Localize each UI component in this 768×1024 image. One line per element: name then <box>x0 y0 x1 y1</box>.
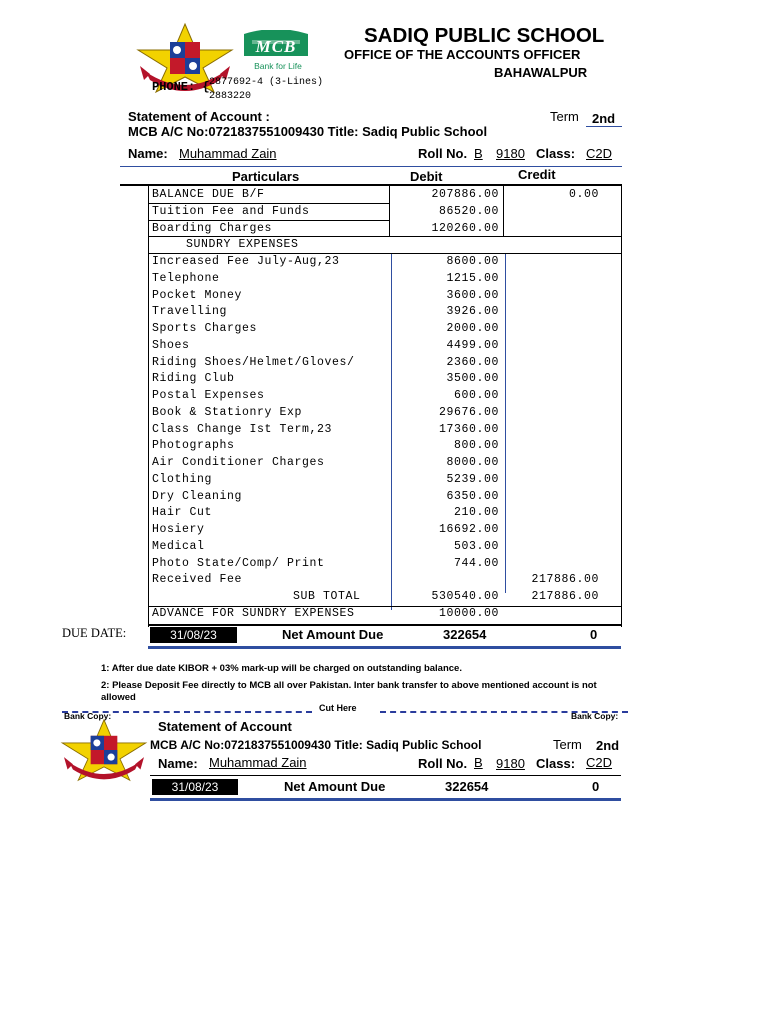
row-particular: SUB TOTAL <box>293 590 361 603</box>
row-particular: Photo State/Comp/ Print <box>152 556 325 570</box>
name-label: Name: <box>128 146 168 161</box>
subtotal-rule <box>148 606 621 607</box>
bank-copy-roll-label: Roll No. <box>418 756 468 771</box>
row-debit: 10000.00 <box>438 606 499 620</box>
row-debit: 120260.00 <box>431 221 499 235</box>
row-particular: Riding Club <box>152 372 235 386</box>
row-debit: 1215.00 <box>446 271 499 285</box>
bank-copy-roll-number: 9180 <box>496 756 525 771</box>
bank-copy-due-date: 31/08/23 <box>152 779 238 795</box>
table-row <box>148 606 621 623</box>
bank-copy-label-left: Bank Copy: <box>64 711 112 721</box>
debit-column-line <box>391 253 392 610</box>
row-debit: 17360.00 <box>438 422 499 436</box>
row-particular: Sports Charges <box>152 322 258 335</box>
roll-section: B <box>474 146 483 161</box>
table-row <box>148 489 621 506</box>
table-row <box>148 438 621 455</box>
row-debit: 2360.00 <box>446 355 499 369</box>
table-row <box>148 271 621 288</box>
row-debit: 3926.00 <box>446 305 499 319</box>
bank-copy-term-value: 2nd <box>596 738 620 753</box>
roll-number: 9180 <box>496 146 525 161</box>
table-row <box>148 204 621 221</box>
row-particular: Hosiery <box>152 523 205 536</box>
bank-copy-name-label: Name: <box>158 756 198 771</box>
row-particular: Riding Shoes/Helmet/Gloves/ <box>152 355 355 369</box>
row-particular: Postal Expenses <box>152 389 265 402</box>
row-credit: 217886.00 <box>531 590 599 603</box>
row-debit: 16692.00 <box>438 523 499 536</box>
table-header-rule <box>120 184 622 186</box>
row-particular: Received Fee <box>152 573 243 587</box>
row-debit: 3500.00 <box>446 372 499 386</box>
due-date: 31/08/23 <box>150 627 237 643</box>
table-row <box>148 254 621 271</box>
credit-column-line <box>505 253 506 593</box>
row-debit: 5239.00 <box>446 472 499 486</box>
row-particular: Air Conditioner Charges <box>152 456 325 469</box>
row-debit: 503.00 <box>453 539 499 553</box>
statement-title: Statement of Account : <box>128 109 270 124</box>
table-row <box>148 338 621 355</box>
due-date-label: DUE DATE: <box>62 626 127 640</box>
bank-copy-title: Statement of Account <box>158 719 292 734</box>
row-particular: Travelling <box>152 305 228 319</box>
roll-label: Roll No. <box>418 146 468 161</box>
bank-copy-class-label: Class: <box>536 756 576 771</box>
phone-label: PHONE: { <box>152 80 210 94</box>
row-particular: Medical <box>152 539 205 553</box>
row-debit: 210.00 <box>453 506 499 520</box>
row-debit: 8600.00 <box>446 255 499 268</box>
row-particular: Telephone <box>152 271 220 285</box>
row-debit: 86520.00 <box>438 204 499 218</box>
row-particular: SUNDRY EXPENSES <box>186 238 299 252</box>
table-row <box>148 388 621 405</box>
cut-here-label: Cut Here <box>319 703 357 713</box>
row-particular: Class Change Ist Term,23 <box>152 422 333 436</box>
table-right-border <box>621 186 622 627</box>
row-debit: 3600.00 <box>446 288 499 302</box>
table-row <box>148 355 621 372</box>
term-underline <box>586 126 622 127</box>
office-city: BAHAWALPUR <box>494 65 588 80</box>
bank-copy-net-label: Net Amount Due <box>284 779 386 794</box>
mcb-logo <box>242 30 310 76</box>
row-particular: ADVANCE FOR SUNDRY EXPENSES <box>152 606 355 620</box>
row-debit: 530540.00 <box>431 590 499 603</box>
row-credit: 217886.00 <box>531 573 599 587</box>
bank-copy-rule-bottom <box>150 798 621 801</box>
row-particular: Dry Cleaning <box>152 489 243 503</box>
mcb-tagline: Bank for Life <box>254 61 302 71</box>
sundry-rule-top <box>148 236 621 237</box>
row-particular: BALANCE DUE B/F <box>152 188 265 201</box>
phone-number-1: 2877692-4 (3-Lines) <box>209 77 324 88</box>
table-row <box>148 321 621 338</box>
row-debit: 4499.00 <box>446 338 499 352</box>
row-particular: Shoes <box>152 338 190 352</box>
net-credit-total: 0 <box>590 627 598 642</box>
office-title: OFFICE OF THE ACCOUNTS OFFICER <box>344 47 581 62</box>
row-rule-2 <box>148 220 389 221</box>
term-value: 2nd <box>592 111 616 126</box>
table-row <box>148 422 621 439</box>
row-particular: Tuition Fee and Funds <box>152 204 310 218</box>
row-particular: Book & Stationry Exp <box>152 405 303 419</box>
bank-copy-term-label: Term <box>553 737 582 752</box>
row-debit: 207886.00 <box>431 188 499 201</box>
row-debit: 8000.00 <box>446 456 499 469</box>
header-credit: Credit <box>518 167 556 182</box>
header-particulars: Particulars <box>232 169 300 184</box>
table-row <box>148 556 621 573</box>
row-rule-1 <box>148 203 389 204</box>
table-row <box>148 187 621 204</box>
row-particular: Increased Fee July-Aug,23 <box>152 255 340 268</box>
summary-rule <box>148 646 621 649</box>
credit-column-line-top <box>503 186 504 236</box>
row-credit: 0.00 <box>568 188 599 201</box>
table-row <box>148 455 621 472</box>
row-debit: 2000.00 <box>446 322 499 335</box>
row-debit: 29676.00 <box>438 405 499 419</box>
row-particular: Boarding Charges <box>152 221 273 235</box>
term-label: Term <box>550 109 579 124</box>
table-row <box>148 522 621 539</box>
table-row <box>148 221 621 238</box>
note-1: 1: After due date KIBOR + 03% mark-up will be charged on outstanding balance. <box>101 663 462 674</box>
table-row <box>148 405 621 422</box>
advance-rule <box>148 624 621 626</box>
bank-copy-net-amount: 322654 <box>445 779 489 794</box>
bank-copy-account-line: MCB A/C No:0721837551009430 Title: Sadiq Public School <box>150 738 482 752</box>
table-row <box>148 505 621 522</box>
bank-copy-roll-section: B <box>474 755 483 770</box>
table-row <box>148 288 621 305</box>
net-amount-value: 322654 <box>443 627 487 642</box>
table-row <box>148 589 621 606</box>
mcb-logo-text: MCB <box>255 37 297 56</box>
sundry-rule-bottom <box>148 253 621 254</box>
bank-copy-class-value: C2D <box>586 755 613 770</box>
row-particular: Photographs <box>152 439 235 453</box>
net-amount-label: Net Amount Due <box>282 627 384 642</box>
table-row <box>148 472 621 489</box>
class-label: Class: <box>536 146 576 161</box>
account-line: MCB A/C No:0721837551009430 Title: Sadiq Public School <box>128 124 488 139</box>
table-row <box>148 304 621 321</box>
student-name: Muhammad Zain <box>179 146 277 161</box>
bank-copy-student-name: Muhammad Zain <box>209 755 307 770</box>
row-particular: Clothing <box>152 472 213 486</box>
school-crest-logo-bank-copy <box>60 718 148 782</box>
school-name: SADIQ PUBLIC SCHOOL <box>364 24 605 47</box>
table-row <box>148 237 621 254</box>
class-value: C2D <box>586 146 613 161</box>
table-row <box>148 539 621 556</box>
debit-column-line-top <box>389 186 390 236</box>
row-debit: 800.00 <box>453 439 499 453</box>
header-debit: Debit <box>410 169 443 184</box>
row-particular: Hair Cut <box>152 506 213 520</box>
row-debit: 744.00 <box>453 556 499 570</box>
note-2: 2: Please Deposit Fee directly to MCB all over Pakistan. Inter bank transfer to above mentioned account is not allowed <box>101 680 597 703</box>
bank-copy-rule-top <box>150 775 621 776</box>
phone-number-2: 2883220 <box>209 91 252 102</box>
bank-copy-credit-total: 0 <box>592 779 600 794</box>
row-debit: 600.00 <box>453 389 499 402</box>
bank-copy-label-right: Bank Copy: <box>571 711 619 721</box>
row-debit: 6350.00 <box>446 489 499 503</box>
table-row <box>148 572 621 589</box>
row-particular: Pocket Money <box>152 288 243 302</box>
table-row <box>148 371 621 388</box>
